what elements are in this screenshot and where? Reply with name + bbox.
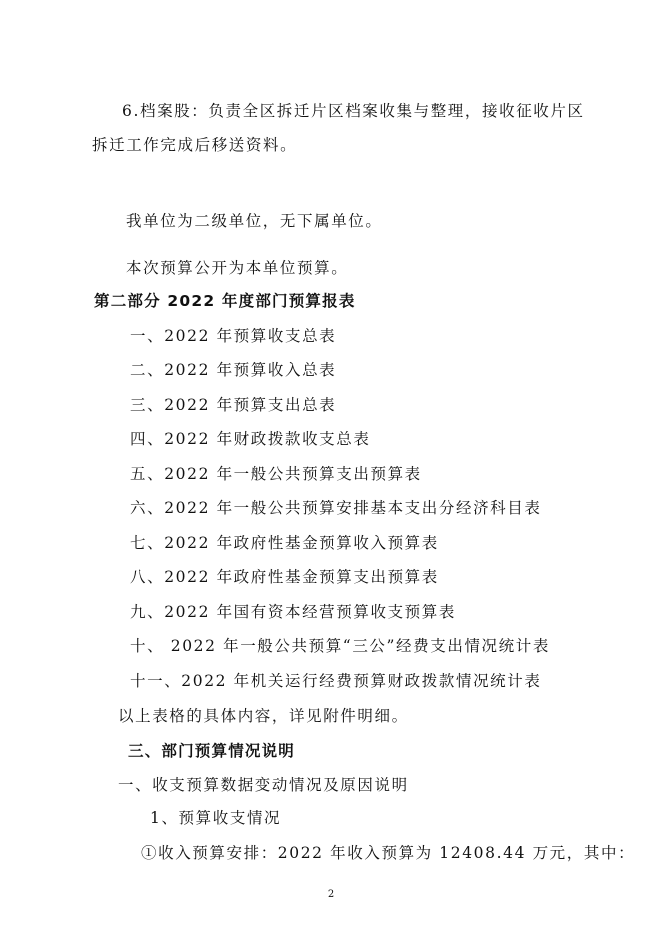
paragraph-budget-scope: 本次预算公开为本单位预算。 xyxy=(126,259,349,277)
paragraph-archive-dept-line1: 6.档案股：负责全区拆迁片区档案收集与整理，接收征收片区 xyxy=(122,102,585,120)
section3-subheading-1: 1、预算收支情况 xyxy=(150,809,282,827)
list-item: 七、2022 年政府性基金预算收入预算表 xyxy=(130,534,439,552)
list-item: 一、2022 年预算收支总表 xyxy=(130,327,337,345)
list-item: 三、2022 年预算支出总表 xyxy=(130,396,337,414)
list-item: 十一、2022 年机关运行经费预算财政拨款情况统计表 xyxy=(130,672,542,690)
attachment-note: 以上表格的具体内容，详见附件明细。 xyxy=(118,707,409,725)
income-budget-paragraph: ①收入预算安排：2022 年收入预算为 12408.44 万元，其中： xyxy=(141,844,636,862)
section3-heading: 三、部门预算情况说明 xyxy=(128,742,296,760)
paragraph-archive-dept-line2: 拆迁工作完成后移送资料。 xyxy=(92,136,298,154)
list-item: 二、2022 年预算收入总表 xyxy=(130,361,337,379)
list-item: 十、 2022 年一般公共预算“三公”经费支出情况统计表 xyxy=(130,637,550,655)
part2-heading: 第二部分 2022 年度部门预算报表 xyxy=(94,292,356,310)
section3-subheading: 一、收支预算数据变动情况及原因说明 xyxy=(118,776,409,794)
list-item: 八、2022 年政府性基金预算支出预算表 xyxy=(130,568,439,586)
list-item: 四、2022 年财政拨款收支总表 xyxy=(130,430,371,448)
list-item: 六、2022 年一般公共预算安排基本支出分经济科目表 xyxy=(130,499,542,517)
list-item: 五、2022 年一般公共预算支出预算表 xyxy=(130,465,422,483)
paragraph-unit-level: 我单位为二级单位，无下属单位。 xyxy=(126,212,383,230)
page-number: 2 xyxy=(327,889,335,900)
list-item: 九、2022 年国有资本经营预算收支预算表 xyxy=(130,603,456,621)
